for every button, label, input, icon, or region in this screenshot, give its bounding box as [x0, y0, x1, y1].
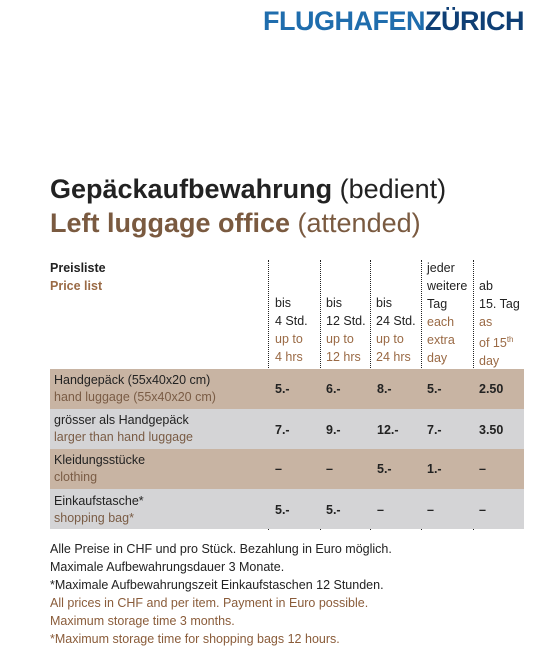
title-english-bold: Left luggage office: [50, 208, 291, 238]
row-label-en: larger than hand luggage: [54, 430, 194, 444]
col-header-de: ab: [479, 279, 493, 293]
price-cell: –: [377, 503, 384, 517]
col-header-en: 12 hrs: [326, 350, 361, 364]
price-cell: –: [479, 503, 486, 517]
col-header-de: 24 Std.: [376, 314, 416, 328]
col-header-de: Tag: [427, 297, 448, 311]
logo-text-1: FLUGHAFEN: [263, 6, 425, 36]
col-header-de: 4 Std.: [275, 314, 308, 328]
footnote-en: *Maximum storage time for shopping bags 12 hours.: [50, 632, 340, 646]
row-label: [54, 372, 216, 406]
price-cell: 8.-: [377, 382, 392, 396]
price-cell: 7.-: [427, 423, 442, 437]
row-label: [54, 493, 144, 527]
col-header-en: up to: [326, 332, 354, 346]
column-header-12h: [326, 294, 366, 366]
col-header-de: 15. Tag: [479, 297, 520, 311]
row-label-en: clothing: [54, 470, 98, 484]
table-row: [50, 449, 524, 489]
row-label-de: grösser als Handgepäck: [54, 413, 189, 427]
footnote-en: All prices in CHF and per item. Payment in Euro possible.: [50, 596, 369, 610]
footnote-de: Alle Preise in CHF und pro Stück. Bezahlung in Euro möglich.: [50, 542, 392, 556]
footnote-de: *Maximale Aufbewahrungszeit Einkaufstaschen 12 Stunden.: [50, 578, 384, 592]
title-german-light: (bedient): [339, 174, 447, 204]
col-header-de: bis: [326, 296, 342, 310]
column-header-4h: [275, 294, 308, 366]
row-label-de: Einkaufstasche*: [54, 494, 144, 508]
col-header-en: up to: [275, 332, 303, 346]
col-header-de: jeder: [427, 261, 455, 275]
table-row: [50, 369, 524, 409]
col-header-en: as: [479, 315, 493, 329]
price-cell: 6.-: [326, 382, 341, 396]
col-header-en-part: of 15: [479, 336, 507, 351]
price-cell: 9.-: [326, 423, 341, 437]
price-cell: 5.-: [326, 503, 341, 517]
price-cell: 1.-: [427, 462, 442, 476]
col-header-en: each: [427, 315, 455, 329]
price-cell: 2.50: [479, 382, 504, 396]
title-english: [50, 208, 421, 239]
col-header-de: weitere: [427, 279, 468, 293]
col-header-de: 12 Std.: [326, 314, 366, 328]
price-cell: –: [275, 462, 282, 476]
price-cell: 5.-: [427, 382, 442, 396]
footnote-de: Maximale Aufbewahrungsdauer 3 Monate.: [50, 560, 285, 574]
col-header-en: day: [427, 351, 448, 365]
price-cell: 12.-: [377, 423, 399, 437]
logo: [263, 6, 524, 37]
col-header-en: 24 hrs: [376, 350, 411, 364]
table-row: [50, 409, 524, 449]
column-header-extra-day: [427, 259, 467, 367]
row-label: [54, 412, 193, 446]
row-label-de: Handgepäck (55x40x20 cm): [54, 373, 211, 387]
row-label-en: hand luggage (55x40x20 cm): [54, 390, 216, 404]
col-header-en: up to: [376, 332, 404, 346]
col-header-en: [479, 331, 520, 352]
title-german-bold: Gepäckaufbewahrung: [50, 174, 333, 204]
col-header-en: day: [479, 354, 500, 369]
price-cell: 3.50: [479, 423, 504, 437]
price-cell: 5.-: [275, 503, 290, 517]
col-header-en: 4 hrs: [275, 350, 303, 364]
price-cell: 7.-: [275, 423, 290, 437]
col-header-en: extra: [427, 333, 455, 347]
column-header-day15: [479, 277, 520, 370]
col-header-en-sup: th: [506, 335, 514, 344]
title-german: [50, 174, 446, 205]
col-header-de: bis: [376, 296, 392, 310]
price-cell: –: [479, 462, 486, 476]
row-label-en: shopping bag*: [54, 511, 134, 525]
row-label: [54, 452, 145, 486]
price-cell: 5.-: [275, 382, 290, 396]
title-english-light: (attended): [297, 208, 421, 238]
price-cell: –: [326, 462, 333, 476]
pricelist-label-de: Preisliste: [50, 261, 106, 275]
row-label-de: Kleidungsstücke: [54, 453, 146, 467]
price-cell: –: [427, 503, 434, 517]
col-header-de: bis: [275, 296, 291, 310]
column-header-24h: [376, 294, 416, 366]
footnote-en: Maximum storage time 3 months.: [50, 614, 235, 628]
logo-text-2: ZÜRICH: [425, 6, 524, 36]
table-row: [50, 489, 524, 529]
pricelist-label-en: Price list: [50, 279, 103, 293]
price-cell: 5.-: [377, 462, 392, 476]
